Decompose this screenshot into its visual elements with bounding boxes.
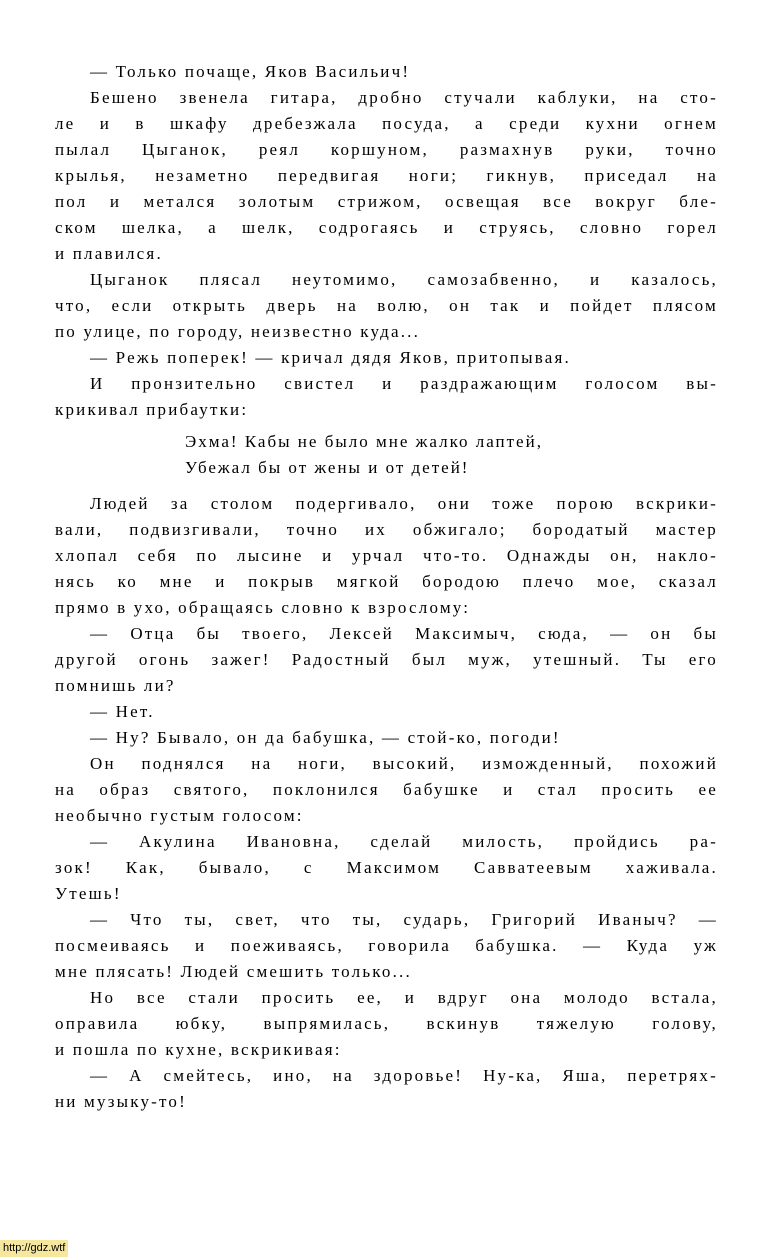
text-line: ни музыку-то! — [55, 1092, 187, 1111]
verse-line: Эхма! Кабы не было мне жалко лаптей, — [185, 432, 543, 451]
text-line: И пронзительно свистел и раздражающим голосом вы- — [90, 374, 718, 393]
text-line: Но все стали просить ее, и вдруг она молодо встала, — [90, 988, 718, 1007]
text-line: посмеиваясь и поеживаясь, говорила бабушка. — Куда уж — [55, 936, 718, 955]
text-line: оправила юбку, выпрямилась, вскинув тяжелую голову, — [55, 1014, 718, 1033]
text-line: крикивал прибаутки: — [55, 400, 249, 419]
text-line: — Только почаще, Яков Васильич! — [90, 62, 411, 81]
text-line: — Что ты, свет, что ты, сударь, Григорий Иваныч? — — [90, 910, 718, 929]
text-line: — Режь поперек! — кричал дядя Яков, притопывая. — [90, 348, 572, 367]
text-line: Утешь! — [55, 884, 122, 903]
page-text — [55, 59, 718, 1115]
verse-line: Убежал бы от жены и от детей! — [185, 458, 470, 477]
text-line: на образ святого, поклонился бабушке и стал просить ее — [55, 780, 718, 799]
text-line: ле и в шкафу дребезжала посуда, а среди кухни огнем — [55, 114, 718, 133]
text-line: помнишь ли? — [55, 676, 176, 695]
text-line: пылал Цыганок, реял коршуном, размахнув руки, точно — [55, 140, 718, 159]
text-line: зок! Как, бывало, с Максимом Савватеевым хаживала. — [55, 858, 718, 877]
text-line: что, если открыть дверь на волю, он так и пойдет плясом — [55, 296, 718, 315]
text-line: вали, подвизгивали, точно их обжигало; бородатый мастер — [55, 520, 718, 539]
text-line: Цыганок плясал неутомимо, самозабвенно, и казалось, — [90, 270, 718, 289]
text-line: — Ну? Бывало, он да бабушка, — стой-ко, погоди! — [90, 728, 561, 747]
source-link[interactable]: http://gdz.wtf — [0, 1240, 68, 1257]
text-line: по улице, по городу, неизвестно куда... — [55, 322, 421, 341]
text-line: и пошла по кухне, вскрикивая: — [55, 1040, 342, 1059]
text-line: нясь ко мне и покрыв мягкой бородою плечо мое, сказал — [55, 572, 718, 591]
text-block-before-verse — [55, 59, 718, 423]
text-line: пол и метался золотым стрижом, освещая все вокруг бле- — [55, 192, 718, 211]
text-line: Людей за столом подергивало, они тоже порою вскрики- — [90, 494, 718, 513]
text-line: хлопал себя по лысине и урчал что-то. Однажды он, накло- — [55, 546, 718, 565]
verse-block — [55, 429, 718, 481]
text-line: — Отца бы твоего, Лексей Максимыч, сюда, — он бы — [90, 624, 718, 643]
text-line: — А смейтесь, ино, на здоровье! Ну-ка, Яша, перетрях- — [90, 1066, 718, 1085]
text-line: прямо в ухо, обращаясь словно к взрослому: — [55, 598, 471, 617]
text-line: — Акулина Ивановна, сделай милость, пройдись ра- — [90, 832, 718, 851]
text-line: ском шелка, а шелк, содрогаясь и струясь, словно горел — [55, 218, 718, 237]
text-line: крылья, незаметно передвигая ноги; гикнув, приседал на — [55, 166, 718, 185]
text-line: Бешено звенела гитара, дробно стучали каблуки, на сто- — [90, 88, 718, 107]
text-line: необычно густым голосом: — [55, 806, 304, 825]
text-line: Он поднялся на ноги, высокий, изможденный, похожий — [90, 754, 718, 773]
text-block-after-verse — [55, 491, 718, 1115]
text-line: — Нет. — [90, 702, 155, 721]
text-line: и плавился. — [55, 244, 163, 263]
text-line: другой огонь зажег! Радостный был муж, утешный. Ты его — [55, 650, 718, 669]
text-line: мне плясать! Людей смешить только... — [55, 962, 412, 981]
